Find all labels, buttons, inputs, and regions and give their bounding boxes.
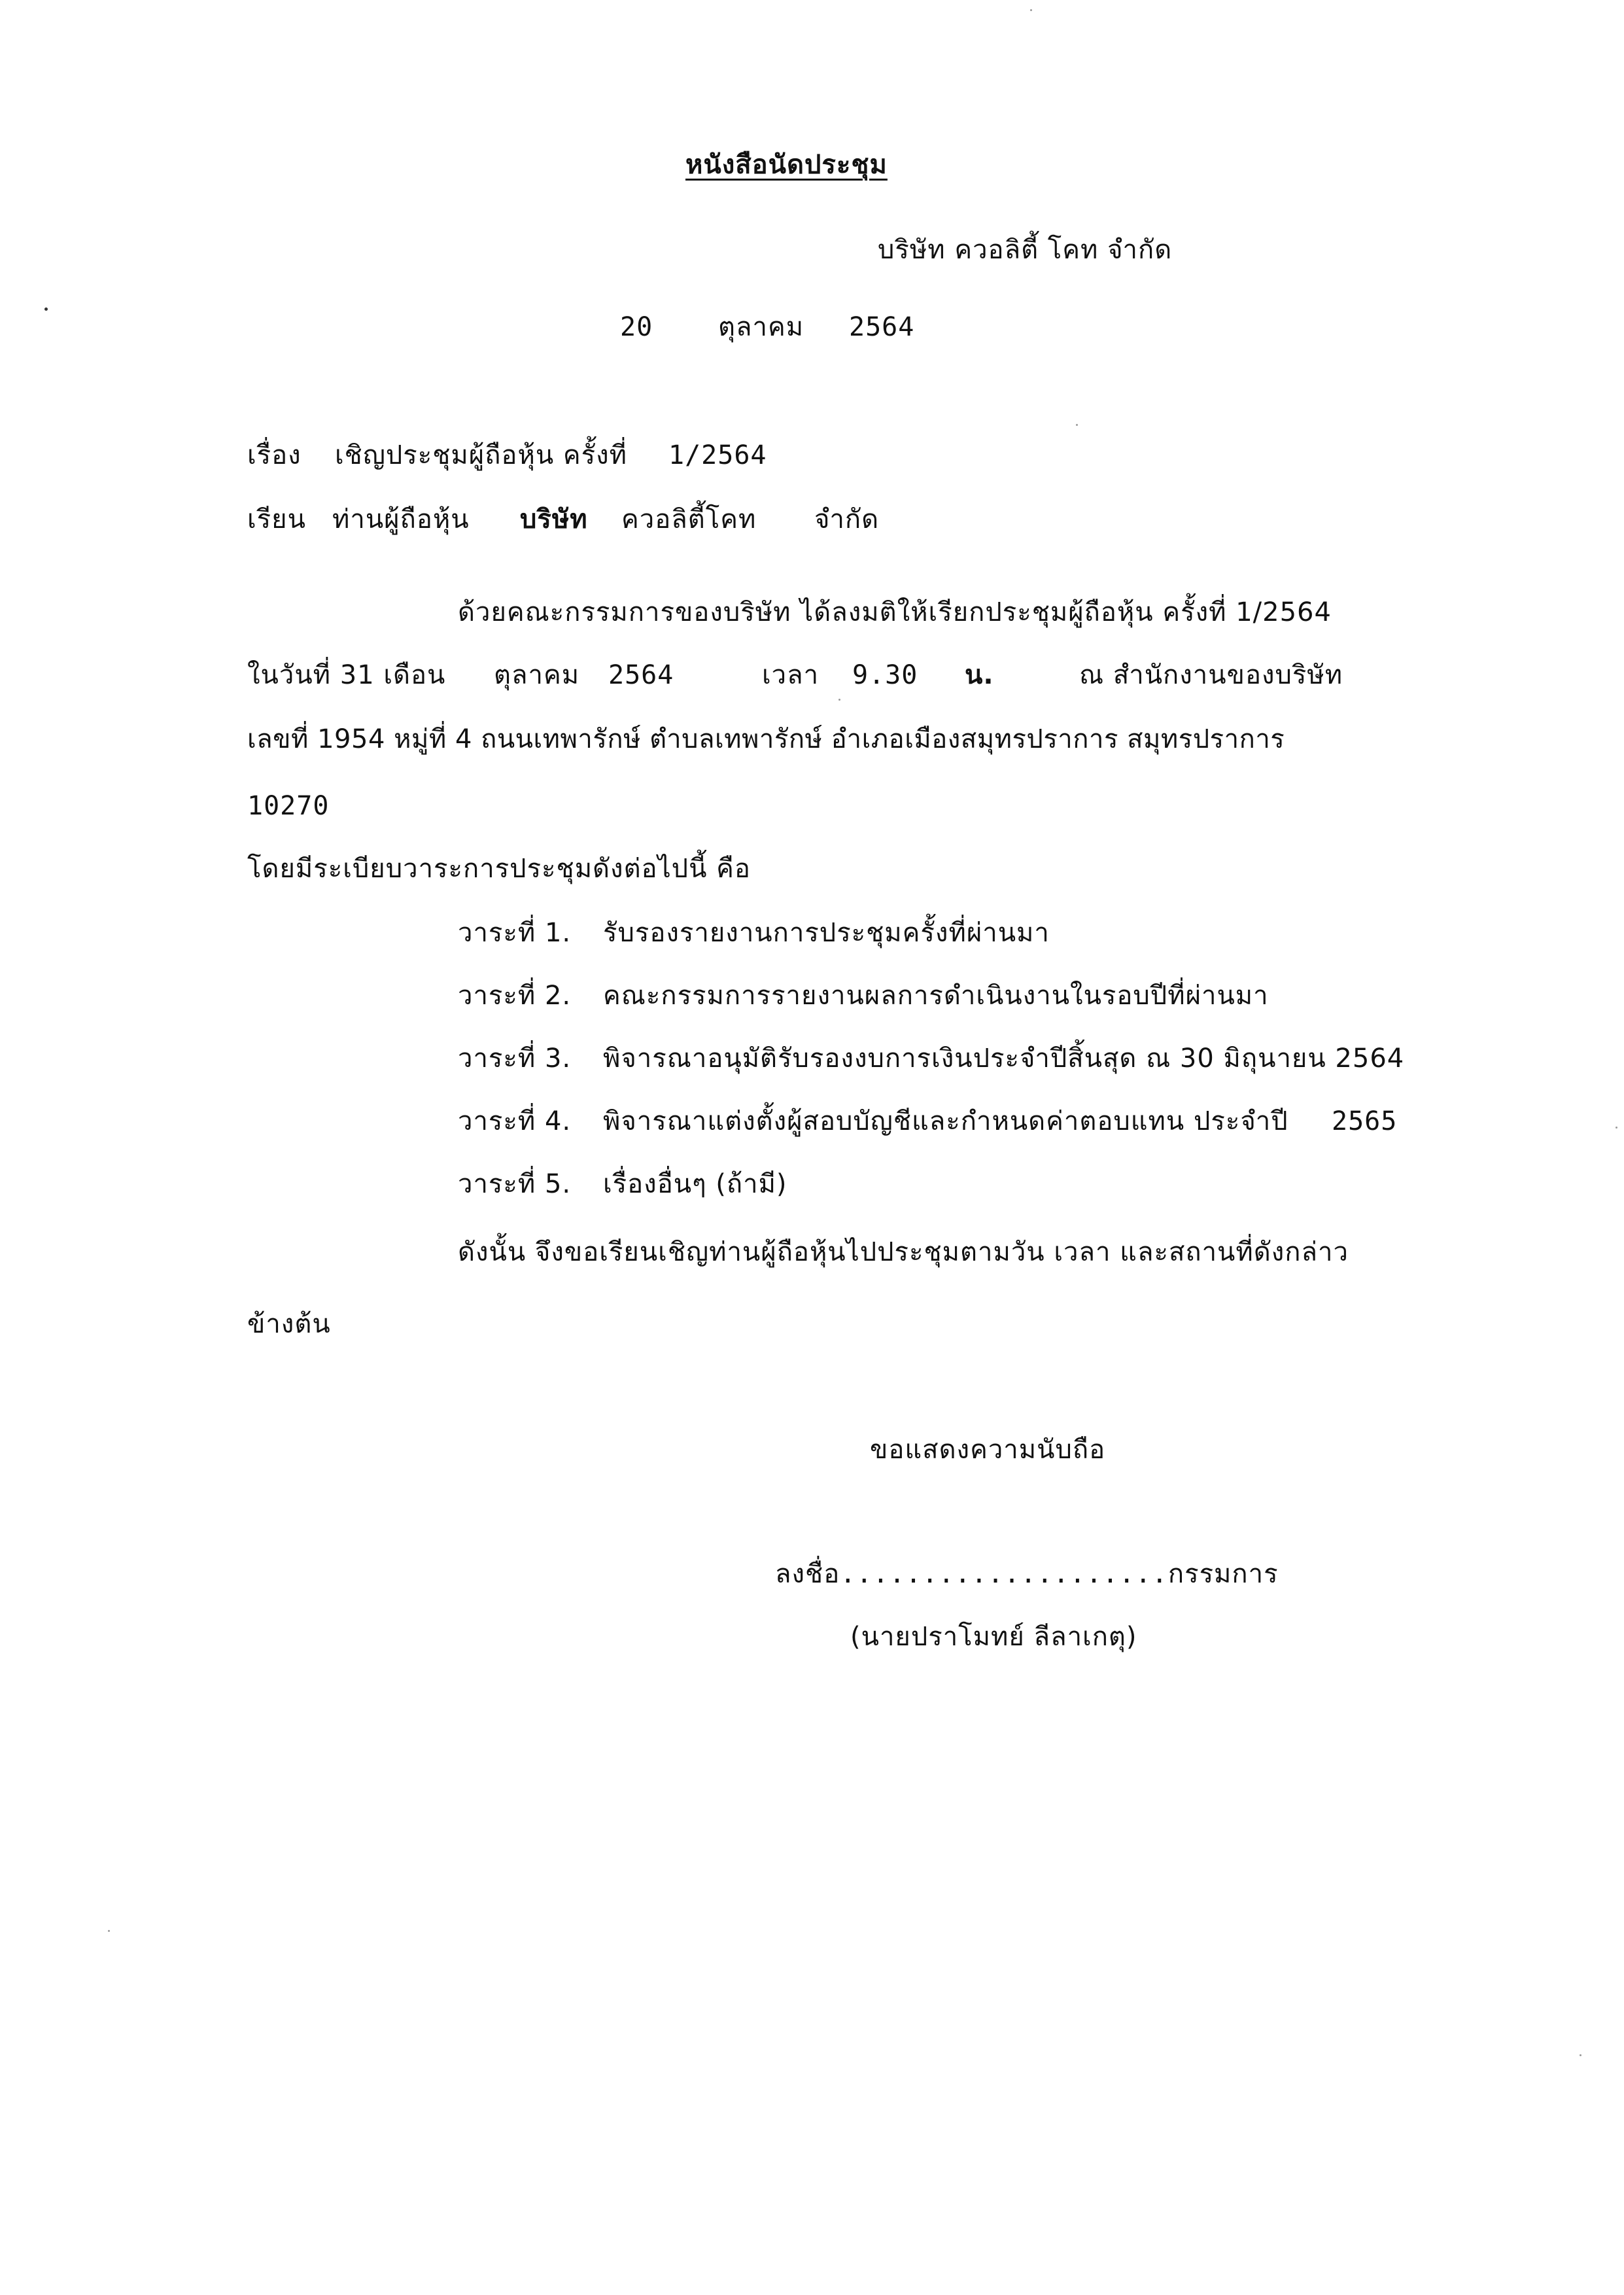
date-year: 2564 <box>849 312 915 342</box>
body-line-4-postcode: 10270 <box>247 791 330 821</box>
agenda-item-label: วาระที่ 3. <box>458 1043 572 1074</box>
agenda-item-label: วาระที่ 1. <box>458 918 572 948</box>
agenda-item-text: พิจารณาแต่งตั้งผู้สอบบัญชีและกำหนดค่าตอบแทน ประจำปี <box>603 1106 1288 1136</box>
body-line-3-address: เลขที่ 1954 หมู่ที่ 4 ถนนเทพารักษ์ ตำบลเทพารักษ์ อำเภอเมืองสมุทรปราการ สมุทรปราการ <box>247 724 1285 754</box>
signature-dots: .................... <box>840 1559 1168 1589</box>
agenda-item-label: วาระที่ 4. <box>458 1106 572 1136</box>
subject-label: เรื่อง <box>247 440 302 470</box>
recipient-company-suffix: จำกัด <box>814 504 880 534</box>
scan-speck <box>1076 424 1078 426</box>
body-line-2-year: 2564 <box>608 660 674 690</box>
scan-speck <box>44 307 48 311</box>
subject-number: 1/2564 <box>668 440 767 470</box>
body-line-2-month: ตุลาคม <box>494 660 580 690</box>
body-line-2-time-label: เวลา <box>762 660 820 690</box>
recipient-company-name: ควอลิตี้โคท <box>621 504 757 534</box>
body-line-2-time: 9.30 <box>852 660 918 690</box>
closing-regards: ขอแสดงความนับถือ <box>870 1435 1106 1465</box>
agenda-item-text: เรื่องอื่นๆ (ถ้ามี) <box>603 1169 787 1199</box>
scan-speck <box>1580 2054 1581 2056</box>
scan-speck <box>1615 1127 1617 1129</box>
company-name: บริษัท ควอลิตี้ โคท จำกัด <box>878 235 1173 265</box>
scan-speck <box>108 1930 110 1932</box>
agenda-item-text: รับรองรายงานการประชุมครั้งที่ผ่านมา <box>603 918 1050 948</box>
signer-name: (นายปราโมทย์ ลีลาเกตุ) <box>850 1622 1137 1652</box>
date-month: ตุลาคม <box>718 312 804 342</box>
scan-speck <box>1030 9 1032 11</box>
recipient-company-prefix: บริษัท <box>520 504 588 534</box>
closing-line-2: ข้างต้น <box>247 1309 331 1339</box>
body-line-2-time-unit: น. <box>965 660 994 690</box>
scan-speck <box>838 699 840 701</box>
agenda-item-label: วาระที่ 5. <box>458 1169 572 1199</box>
document-title: หนังสือนัดประชุม <box>685 150 888 180</box>
body-line-2-date: ในวันที่ 31 เดือน <box>247 660 446 690</box>
date-day: 20 <box>620 312 653 342</box>
subject-text: เชิญประชุมผู้ถือหุ้น ครั้งที่ <box>335 440 628 470</box>
body-line-2-place: ณ สำนักงานของบริษัท <box>1079 660 1343 690</box>
signature-line <box>775 1557 1279 1591</box>
signature-prefix: ลงชื่อ <box>775 1559 840 1589</box>
agenda-item-label: วาระที่ 2. <box>458 981 572 1011</box>
agenda-item-text: คณะกรรมการรายงานผลการดำเนินงานในรอบปีที่ผ่านมา <box>603 981 1269 1011</box>
body-line-1: ด้วยคณะกรรมการของบริษัท ได้ลงมติให้เรียกประชุมผู้ถือหุ้น ครั้งที่ 1/2564 <box>458 597 1332 627</box>
closing-line-1: ดังนั้น จึงขอเรียนเชิญท่านผู้ถือหุ้นไปประชุมตามวัน เวลา และสถานที่ดังกล่าว <box>458 1237 1349 1267</box>
agenda-item-year: 2565 <box>1332 1106 1398 1136</box>
signature-role: กรรมการ <box>1167 1559 1279 1589</box>
agenda-item-text: พิจารณาอนุมัติรับรองงบการเงินประจำปีสิ้นสุด ณ 30 มิถุนายน 2564 <box>603 1043 1405 1074</box>
recipient-to: ท่านผู้ถือหุ้น <box>332 504 470 534</box>
recipient-label: เรียน <box>247 504 306 534</box>
agenda-intro: โดยมีระเบียบวาระการประชุมดังต่อไปนี้ คือ <box>247 854 751 884</box>
